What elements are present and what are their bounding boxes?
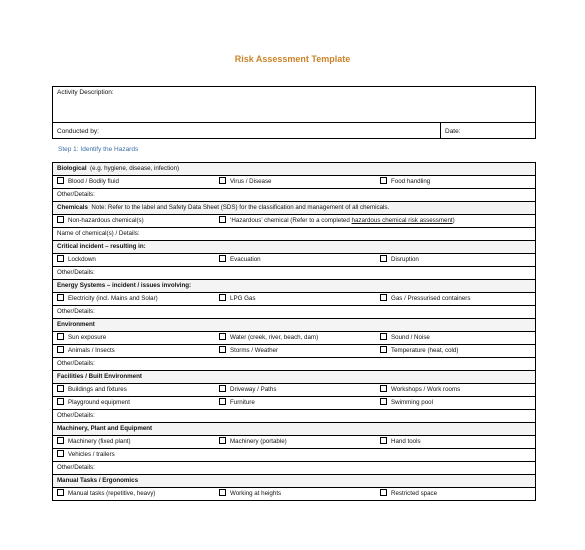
checkbox-option[interactable]	[219, 345, 278, 357]
checkbox[interactable]	[380, 255, 387, 262]
option-label: Virus / Disease	[230, 178, 272, 185]
option-label: Blood / Bodily fluid	[68, 178, 119, 185]
option-label: Gas / Pressurised containers	[391, 295, 471, 302]
activity-description-field[interactable]	[53, 87, 535, 123]
other-details-label: Other/Details:	[57, 191, 95, 198]
checkbox-option[interactable]	[219, 293, 255, 305]
checkbox[interactable]	[57, 294, 64, 301]
checkbox[interactable]	[380, 489, 387, 496]
checkbox[interactable]	[219, 346, 226, 353]
other-details-field[interactable]	[53, 189, 535, 202]
option-label: Food handling	[391, 178, 431, 185]
checkbox-option[interactable]	[57, 397, 130, 409]
checkbox-option[interactable]	[380, 176, 430, 188]
option-label: Sun exposure	[68, 334, 107, 341]
section-header-chemicals	[53, 202, 535, 215]
option-label-suffix: )	[452, 217, 455, 224]
checkbox[interactable]	[219, 294, 226, 301]
option-label: Sound / Noise	[391, 334, 430, 341]
checkbox-row	[53, 176, 535, 189]
checkbox-option[interactable]	[57, 215, 144, 227]
checkbox-row	[53, 254, 535, 267]
checkbox-option[interactable]	[380, 254, 419, 266]
other-details-label: Other/Details:	[57, 464, 95, 471]
hazard-table	[52, 162, 536, 501]
option-label: Manual tasks (repetitive, heavy)	[68, 490, 156, 497]
checkbox-option[interactable]	[57, 449, 115, 461]
option-label: Temperature (heat, cold)	[391, 347, 459, 354]
section-title: Biological	[57, 165, 87, 172]
option-label: Machinery (fixed plant)	[68, 438, 131, 445]
checkbox[interactable]	[219, 255, 226, 262]
activity-description-label: Activity Description:	[57, 89, 114, 96]
checkbox[interactable]	[380, 385, 387, 392]
other-details-label: Other/Details:	[57, 412, 95, 419]
option-label: Machinery (portable)	[230, 438, 287, 445]
date-label: Date:	[445, 128, 461, 135]
checkbox-option[interactable]	[57, 254, 96, 266]
other-details-field[interactable]	[53, 410, 535, 423]
option-label: Disruption	[391, 256, 419, 263]
checkbox[interactable]	[219, 398, 226, 405]
section-title: Chemicals	[57, 204, 88, 211]
option-label: Water (creek, river, beach, dam)	[230, 334, 319, 341]
header-box	[52, 86, 536, 139]
section-note: Note: Refer to the label and Safety Data Sheet (SDS) for the classification and management of all chemicals.	[91, 204, 390, 211]
checkbox[interactable]	[380, 437, 387, 444]
date-field[interactable]	[441, 123, 535, 139]
checkbox[interactable]	[57, 346, 64, 353]
section-title: Energy Systems – incident / issues involving:	[57, 282, 192, 289]
checkbox-row	[53, 293, 535, 306]
checkbox-row	[53, 384, 535, 397]
checkbox[interactable]	[57, 450, 64, 457]
other-details-field[interactable]	[53, 462, 535, 475]
other-details-label: Other/Details:	[57, 360, 95, 367]
option-label: Electricity (incl. Mains and Solar)	[68, 295, 158, 302]
checkbox[interactable]	[219, 385, 226, 392]
checkbox[interactable]	[57, 216, 64, 223]
checkbox[interactable]	[380, 346, 387, 353]
document-title: Risk Assessment Template	[234, 54, 351, 64]
chemical-names-label: Name of chemical(s) / Details:	[57, 230, 140, 237]
checkbox[interactable]	[219, 333, 226, 340]
checkbox-option[interactable]	[219, 488, 281, 500]
option-label: Vehicles / trailers	[68, 451, 115, 458]
checkbox-option[interactable]	[57, 293, 158, 305]
section-header-machinery	[53, 423, 535, 436]
other-details-label: Other/Details:	[57, 308, 95, 315]
checkbox-option[interactable]	[57, 176, 119, 188]
checkbox[interactable]	[57, 489, 64, 496]
option-label: Storms / Weather	[230, 347, 279, 354]
checkbox[interactable]	[57, 385, 64, 392]
section-header-biological	[53, 163, 535, 176]
checkbox-option[interactable]	[380, 397, 433, 409]
checkbox-option[interactable]	[219, 176, 272, 188]
option-label: Animals / Insects	[68, 347, 115, 354]
section-header-facilities	[53, 371, 535, 384]
section-note: (e.g. hygiene, disease, infection)	[90, 165, 180, 172]
section-header-critical-incident	[53, 241, 535, 254]
checkbox[interactable]	[57, 177, 64, 184]
section-title: Environment	[57, 321, 95, 328]
checkbox[interactable]	[219, 177, 226, 184]
checkbox-option[interactable]	[57, 345, 115, 357]
checkbox[interactable]	[57, 398, 64, 405]
checkbox-option[interactable]	[380, 384, 460, 396]
option-label: Playground equipment	[68, 399, 130, 406]
checkbox-option[interactable]	[219, 436, 287, 448]
checkbox-option[interactable]	[219, 254, 261, 266]
other-details-label: Other/Details:	[57, 269, 95, 276]
checkbox[interactable]	[57, 255, 64, 262]
option-label: Hand tools	[391, 438, 421, 445]
section-title: Machinery, Plant and Equipment	[57, 425, 153, 432]
checkbox-option[interactable]	[219, 332, 318, 344]
checkbox-row	[53, 488, 535, 501]
option-label: Workshops / Work rooms	[391, 386, 461, 393]
checkbox-row	[53, 215, 535, 228]
checkbox-row	[53, 345, 535, 358]
checkbox-option[interactable]	[380, 332, 430, 344]
section-header-manual-tasks	[53, 475, 535, 488]
checkbox-option[interactable]	[57, 436, 131, 448]
checkbox[interactable]	[380, 177, 387, 184]
checkbox-row	[53, 332, 535, 345]
section-title: Critical incident – resulting in:	[57, 243, 146, 250]
checkbox-row	[53, 436, 535, 449]
checkbox-option[interactable]	[380, 293, 470, 305]
checkbox[interactable]	[219, 437, 226, 444]
checkbox-row	[53, 397, 535, 410]
checkbox[interactable]	[380, 294, 387, 301]
option-label: Evacuation	[230, 256, 261, 263]
other-details-field[interactable]	[53, 267, 535, 280]
conducted-by-label: Conducted by:	[57, 128, 99, 135]
option-label: Swimming pool	[391, 399, 433, 406]
option-label: Driveway / Paths	[230, 386, 277, 393]
checkbox[interactable]	[380, 398, 387, 405]
checkbox[interactable]	[57, 437, 64, 444]
checkbox-option[interactable]	[380, 488, 437, 500]
checkbox-option[interactable]	[219, 397, 255, 409]
option-label: Buildings and fixtures	[68, 386, 127, 393]
checkbox-row	[53, 449, 535, 462]
risk-assessment-link[interactable]: hazardous chemical risk assessment	[351, 217, 453, 224]
section-header-energy-systems	[53, 280, 535, 293]
option-label: ‘Hazardous’ chemical (Refer to a completed	[230, 217, 352, 224]
other-details-field[interactable]	[53, 358, 535, 371]
option-label: Working at heights	[230, 490, 282, 497]
chemical-names-field[interactable]	[53, 228, 535, 241]
option-label: Non-hazardous chemical(s)	[68, 217, 144, 224]
option-label: LPG Gas	[230, 295, 256, 302]
option-label: Furniture	[230, 399, 255, 406]
checkbox[interactable]	[219, 216, 226, 223]
option-label: Lockdown	[68, 256, 96, 263]
section-title: Facilities / Built Environment	[57, 373, 142, 380]
checkbox[interactable]	[380, 333, 387, 340]
checkbox-option[interactable]	[219, 384, 276, 396]
section-header-environment	[53, 319, 535, 332]
step-heading: Step 1: Identify the Hazards	[58, 146, 139, 153]
checkbox[interactable]	[219, 489, 226, 496]
other-details-field[interactable]	[53, 306, 535, 319]
checkbox-option[interactable]	[57, 332, 106, 344]
section-title: Manual Tasks / Ergonomics	[57, 477, 139, 484]
checkbox[interactable]	[57, 333, 64, 340]
checkbox-option[interactable]	[57, 488, 155, 500]
checkbox-option[interactable]	[57, 384, 127, 396]
option-label: Restricted space	[391, 490, 438, 497]
conducted-by-field[interactable]	[53, 123, 441, 139]
checkbox-option[interactable]	[380, 436, 421, 448]
checkbox-option[interactable]	[380, 345, 458, 357]
checkbox-option[interactable]	[219, 215, 455, 227]
